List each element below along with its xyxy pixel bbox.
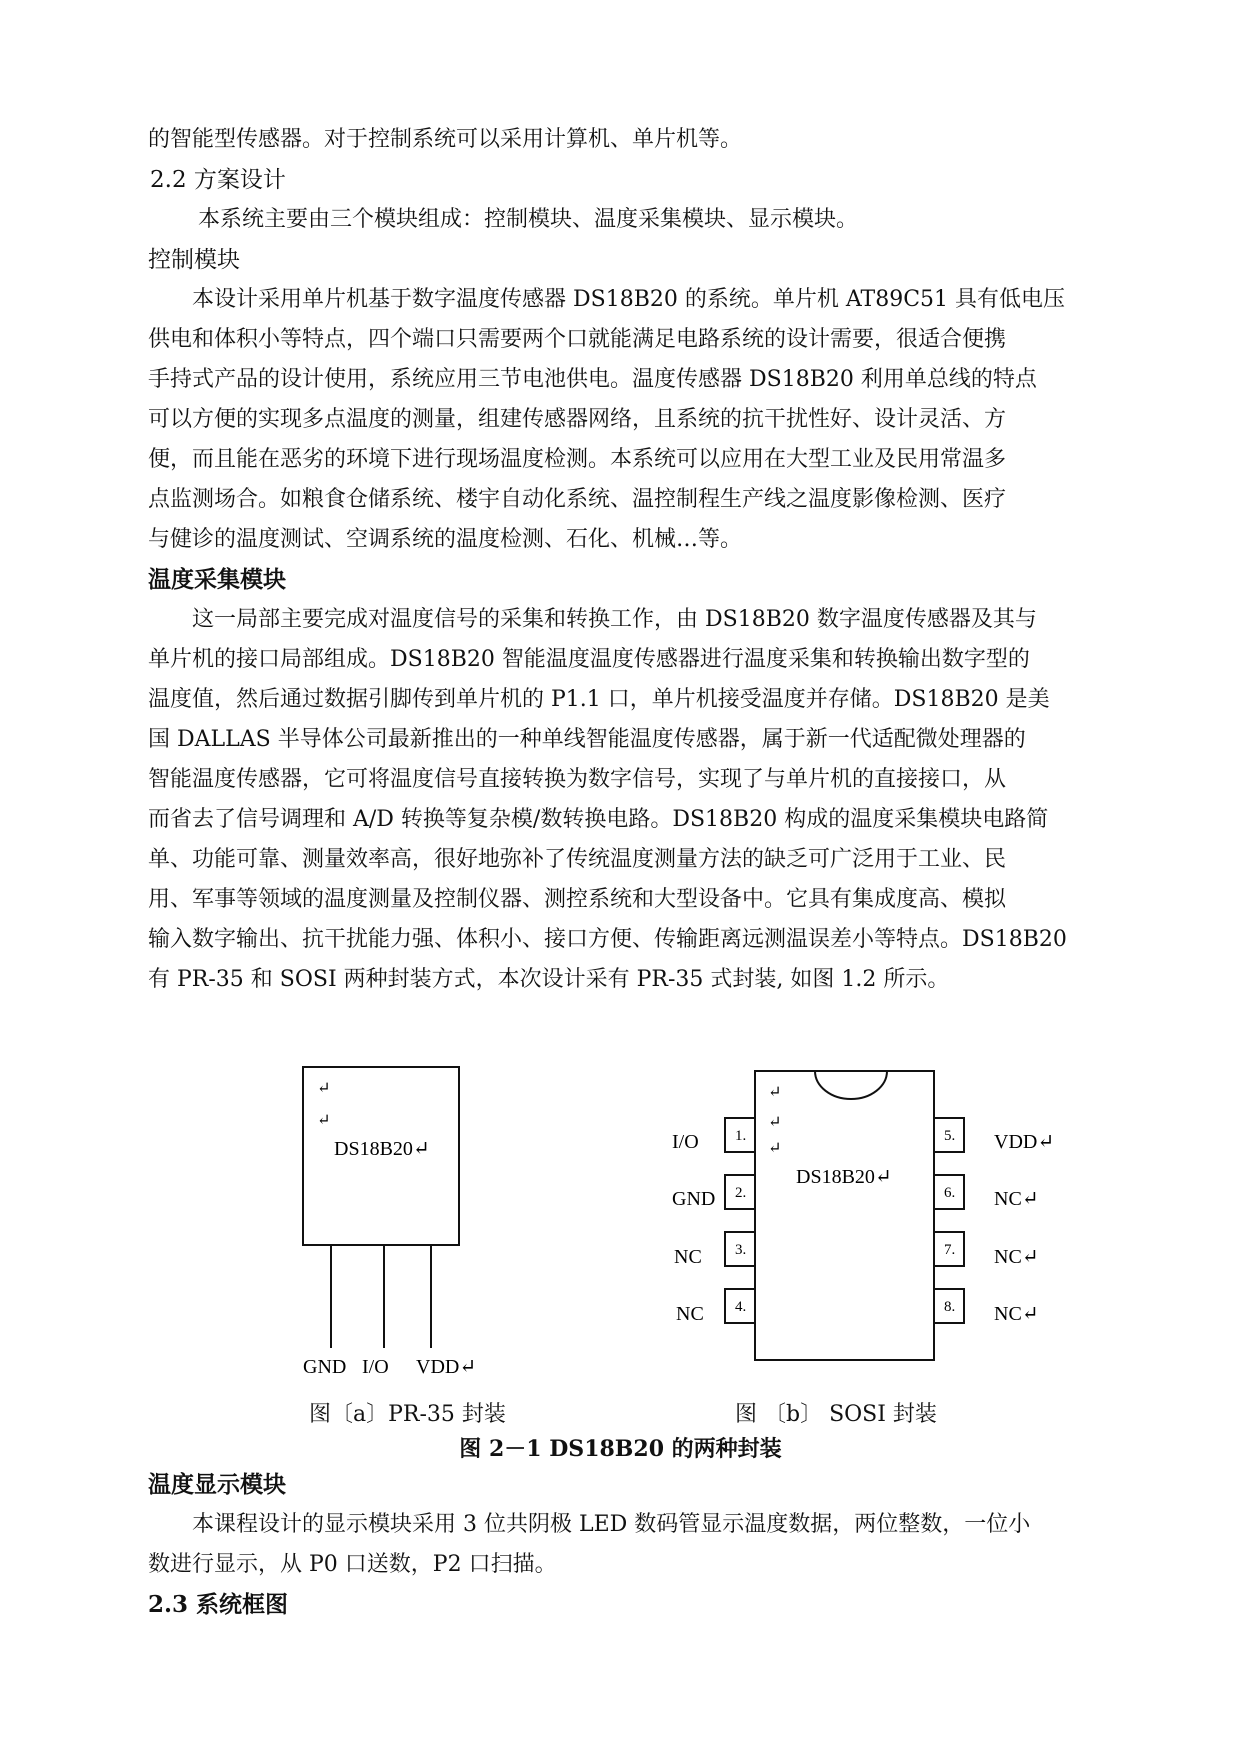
section-2-2-heading: 2.2 方案设计: [150, 167, 286, 193]
pin-number: 7.: [944, 1242, 956, 1258]
pin-name: I/O: [672, 1131, 699, 1153]
figure-a-caption: 图〔a〕PR-35 封装: [309, 1402, 506, 1427]
pin-label-io: I/O: [362, 1356, 389, 1378]
sosi-notch: [815, 1071, 887, 1099]
pin-name: VDD↵: [994, 1131, 1055, 1153]
return-mark: ↵: [768, 1084, 782, 1101]
paragraph-line: 国 DALLAS 半导体公司最新推出的一种单线智能温度传感器，属于新一代适配微处理器的: [148, 727, 1026, 752]
pin-number: 1.: [735, 1128, 747, 1144]
section-2-3-heading: 2.3 系统框图: [148, 1591, 289, 1618]
return-mark: ↵: [768, 1140, 782, 1157]
display-module-heading: 温度显示模块: [148, 1471, 286, 1498]
pin-label-vdd: VDD↵: [416, 1356, 477, 1378]
pin-name: NC: [676, 1303, 704, 1325]
sosi-package-diagram: [672, 1071, 1054, 1360]
paragraph-line: 这一局部主要完成对温度信号的采集和转换工作，由 DS18B20 数字温度传感器及其与: [192, 607, 1037, 632]
paragraph-line: 用、军事等领域的温度测量及控制仪器、测控系统和大型设备中。它具有集成度高、模拟: [148, 887, 1007, 912]
pr35-chip-label: DS18B20↵: [334, 1138, 430, 1160]
figure-title: 图 2－1 DS18B20 的两种封装: [459, 1436, 782, 1462]
return-mark: ↵: [317, 1080, 331, 1097]
pin-label-gnd: GND: [303, 1356, 347, 1378]
pin-number: 3.: [735, 1242, 747, 1258]
paragraph-line: 便，而且能在恶劣的环境下进行现场温度检测。本系统可以应用在大型工业及民用常温多: [148, 447, 1007, 472]
sosi-chip-label: DS18B20↵: [796, 1166, 892, 1188]
pr35-package-diagram: [303, 1067, 476, 1378]
paragraph-line: 手持式产品的设计使用，系统应用三节电池供电。温度传感器 DS18B20 利用单总线的特点: [148, 367, 1037, 392]
paragraph-line: 单片机的接口局部组成。DS18B20 智能温度温度传感器进行温度采集和转换输出数字型的: [148, 647, 1030, 672]
paragraph-line: 智能温度传感器，它可将温度信号直接转换为数字信号，实现了与单片机的直接接口，从: [148, 767, 1007, 792]
temp-module-heading: 温度采集模块: [148, 566, 286, 593]
figure-b-caption: 图 〔b〕 SOSI 封装: [735, 1402, 937, 1427]
paragraph-line: 单、功能可靠、测量效率高，很好地弥补了传统温度测量方法的缺乏可广泛用于工业、民: [148, 847, 1007, 872]
pin-number: 2.: [735, 1185, 747, 1201]
pin-number: 6.: [944, 1185, 956, 1201]
pin-name: NC↵: [994, 1188, 1039, 1210]
pin-number: 8.: [944, 1299, 956, 1315]
paragraph-line: 温度值，然后通过数据引脚传到单片机的 P1.1 口，单片机接受温度并存储。DS18B20 是美: [148, 687, 1050, 712]
pin-name: NC↵: [994, 1246, 1039, 1268]
paragraph-line: 与健诊的温度测试、空调系统的温度检测、石化、机械…等。: [148, 527, 743, 552]
body-text-bottom: [148, 1465, 1114, 1625]
paragraph-line: 供电和体积小等特点，四个端口只需要两个口就能满足电路系统的设计需要，很适合便携: [148, 327, 1007, 352]
paragraph-line: 点监测场合。如粮食仓储系统、楼宇自动化系统、温控制程生产线之温度影像检测、医疗: [148, 487, 1007, 512]
control-module-heading: 控制模块: [148, 247, 240, 273]
pin-number: 5.: [944, 1128, 956, 1144]
paragraph-line: 而省去了信号调理和 A/D 转换等复杂模/数转换电路。DS18B20 构成的温度采集模块电路简: [148, 807, 1049, 832]
paragraph-line: 本设计采用单片机基于数字温度传感器 DS18B20 的系统。单片机 AT89C51 具有低电压: [192, 287, 1066, 312]
paragraph-line: 输入数字输出、抗干扰能力强、体积小、接口方便、传输距离远测温误差小等特点。DS18B20: [148, 927, 1067, 952]
sosi-body: [755, 1071, 934, 1360]
paragraph-line: 可以方便的实现多点温度的测量，组建传感器网络，且系统的抗干扰性好、设计灵活、方: [148, 407, 1007, 432]
intro-tail: 的智能型传感器。对于控制系统可以采用计算机、单片机等。: [148, 127, 743, 152]
pin-name: NC↵: [994, 1303, 1039, 1325]
pin-name: NC: [674, 1246, 702, 1268]
pin-number: 4.: [735, 1299, 747, 1315]
paragraph-line: 有 PR-35 和 SOSI 两种封装方式，本次设计采有 PR-35 式封装, 如图 1.2 所示。: [148, 967, 950, 992]
section-2-2-summary: 本系统主要由三个模块组成：控制模块、温度采集模块、显示模块。: [198, 207, 859, 232]
paragraph-line: 数进行显示，从 P0 口送数，P2 口扫描。: [148, 1552, 557, 1577]
pin-name: GND: [672, 1188, 716, 1210]
return-mark: ↵: [317, 1112, 331, 1129]
paragraph-line: 本课程设计的显示模块采用 3 位共阴极 LED 数码管显示温度数据，两位整数，一位小: [192, 1512, 1031, 1537]
return-mark: ↵: [768, 1114, 782, 1131]
